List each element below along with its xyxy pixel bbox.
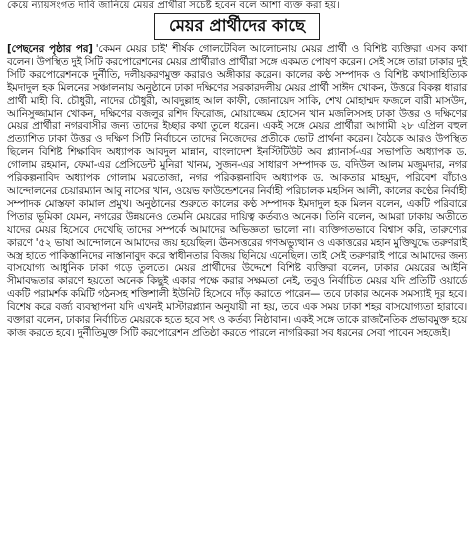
article-headline: মেয়র প্রার্থীদের কাছে	[154, 13, 320, 40]
article-paragraph	[7, 43, 467, 340]
previous-article-tail: কেয়ে ন্যায়সংগত দাবি জানিয়ে মেয়র প্রার্থীরা সচেষ্ট হবেন বলে আশা ব্যক্ত করা হয়।	[7, 0, 340, 11]
article-text: 'কেমন মেয়র চাই' শীর্ষক গোলটেবিল আলোচনায় মেয়র প্রার্থী ও বিশিষ্ট ব্যক্তিরা এসব কথা বলেন। উপস্থিত দুই সিটি করপোরেশনের মেয়র প্রার্থীরাও প্রার্থীরা সঙ্গে একমত পোষণ করেন। সেই সঙ্গে তারা ঢাকার দুই সিটি করপোরেশনকে দুর্নীতি, দলীয়করণমুক্ত করারও অঙ্গীকার করেন। কালের কণ্ঠ সম্পাদক ও বিশিষ্ট কথাসাহিত্যিক ইমদাদুল হক মিলনের সঞ্চালনায় অনুষ্ঠানে ঢাকা দক্ষিণের সরকারদলীয় মেয়র প্রার্থী সাঈদ খোকন, উত্তরে বিকল্প ধারার প্রার্থী মাহী বি. চৌধুরী, নাদের চৌধুরী, আবদুল্লাহ আল কাফী, জোনায়েদ সাকি, শেখ মোহাম্মদ ফজলে বারী মাসউদ, আনিসুজ্জামান খোকন, দক্ষিণের বজলুর রশিদ ফিরোজ, মোয়াজ্জেম হোসেন খান মজলিসসহ ঢাকা উত্তর ও দক্ষিণের মেয়র প্রার্থীরা নগরবাসীর জন্য তাদের ইচ্ছার কথা তুলে ধরেন। একই সঙ্গে মেয়র প্রার্থীরা আগামী ২৮ এপ্রিল বহুল প্রত্যাশিত ঢাকা উত্তর ও দক্ষিণ সিটি নির্বাচনে তাদের নিজেদের প্রতীকে ভোট প্রার্থনা করেন। বৈঠকে আরও উপস্থিত ছিলেন বিশিষ্ট শিক্ষাবিদ অধ্যাপক আবদুল মান্নান, বাংলাদেশ ইনস্টিটিউট অব প্ল্যানার্স-এর সভাপতি অধ্যাপক ড. গোলাম রহমান, ফেমা-এর প্রেসিডেন্ট মুনিরা খানম, সুজন-এর সাধারণ সম্পাদক ড. বদিউল আলম মজুমদার, নগর পরিকল্পনাবিদ অধ্যাপক গোলাম মরতোজা, নগর পরিকল্পনাবিদ অধ্যাপক ড. আকতার মাহমুদ, পরিবেশ বাঁচাও আন্দোলনের চেয়ারম্যান আবু নাসের খান, ওয়েভ ফাউন্ডেশনের নির্বাহী পরিচালক মহসিন আলী, কালের কণ্ঠের নির্বাহী সম্পাদক মোস্তফা কামাল প্রমুখ। অনুষ্ঠানের শুরুতে কালের কণ্ঠ সম্পাদক ইমদাদুল হক মিলন বলেন, একটি পরিবারে পিতার ভূমিকা যেমন, নগরের উন্নয়নেও তেমনি মেয়রের দায়িত্ব কর্তব্যও অনেক। তিনি বলেন, আমরা ঢাকায় অতীতে যাদের মেয়র হিসেবে দেখেছি তাদের সম্পর্কে আমাদের অভিজ্ঞতা ভালো না। ব্যক্তিগতভাবে বিশ্বাস করি, তারুণ্যের কারণে '৫২ ভাষা আন্দোলনে আমাদের জয় হয়েছিল। ঊনসত্তরের গণঅভ্যুত্থান ও একাত্তরের মহান মুক্তিযুদ্ধে তরুণরাই অস্ত্র হাতে পাকিস্তানিদের নাস্তানাবুদ করে স্বাধীনতার বিজয় ছিনিয়ে এনেছিল। তাই সেই তরুণরাই পারে আমাদের জন্য বাসযোগ্য আধুনিক ঢাকা গড়ে তুলতে। মেয়র প্রার্থীদের উদ্দেশে বিশিষ্ট ব্যক্তিরা বলেন, ঢাকার মেয়রের আইনি সীমাবদ্ধতার কারণে হয়তো অনেক কিছুই একার পক্ষে করার সক্ষমতা নেই, তবুও নির্বাচিত মেয়র যদি প্রতিটি ওয়ার্ডে একটি পরামর্শক কমিটি গঠনসহ শক্তিশালী ইউনিট হিসেবে দাঁড় করাতে পারেন— তবে ঢাকার অনেক সমস্যাই দূর হবে। বিশেষ করে বর্জ্য ব্যবস্থাপনা যদি এখনই মাস্টারপ্ল্যান অনুযায়ী না হয়, তবে এক সময় ঢাকা শহর বাসযোগ্যতা হারাবে। বক্তারা বলেন, ঢাকার নির্বাচিত মেয়রকে হতে হবে সৎ ও কর্তব্য নিষ্ঠাবান। একই সঙ্গে তাকে রাজনৈতিক প্রভাবমুক্ত হয়ে কাজ করতে হবে। দুর্নীতিমুক্ত সিটি করপোরেশন প্রতিষ্ঠা করতে পারলে নাগরিকরা সব ধরনের সেবা পাবেন সহজেই।	[7, 43, 467, 339]
article-body	[7, 43, 467, 340]
headline-container	[7, 13, 467, 40]
continued-from-label: [পেছনের পৃষ্ঠার পর]	[7, 43, 93, 55]
